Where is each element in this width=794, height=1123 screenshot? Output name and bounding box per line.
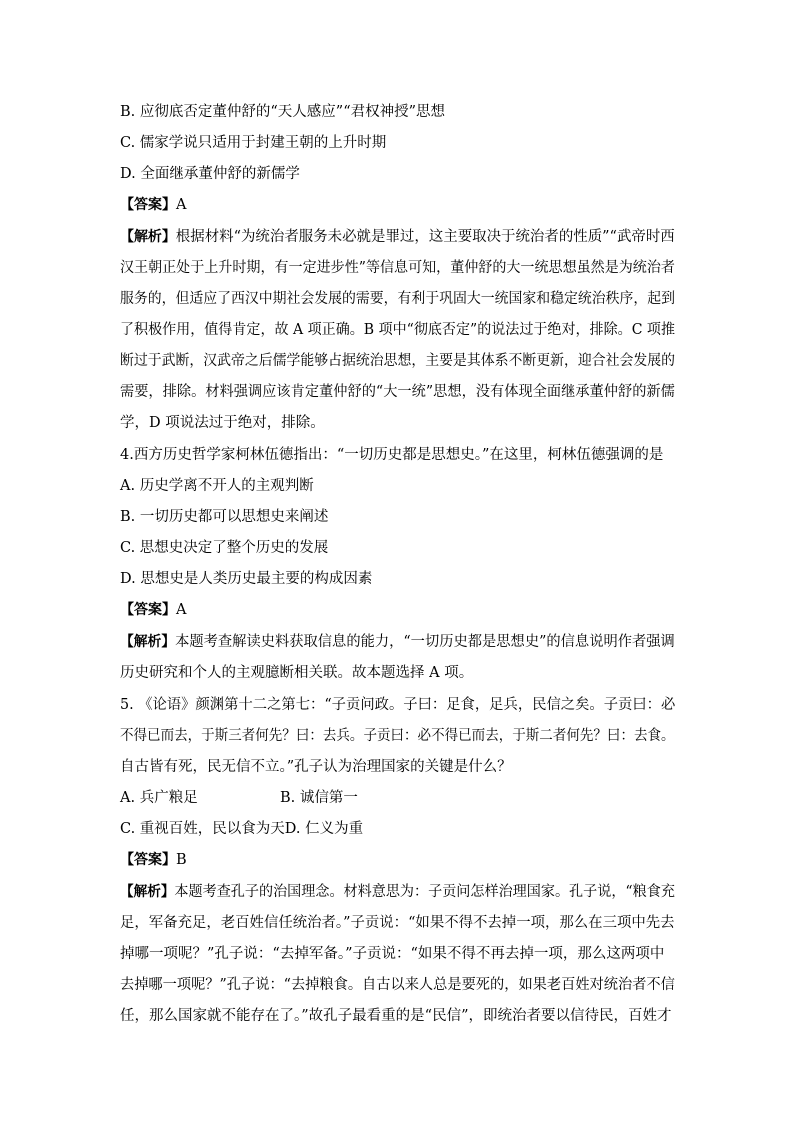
q5-option-c: C. 重视百姓，民以食为天 [120, 821, 285, 837]
analysis-text: 本题考查解读史料获取信息的能力，“一切历史都是思想史”的信息说明作者强调 [175, 634, 675, 650]
q5-answer [120, 850, 187, 870]
q4-option-c: C. 思想史决定了整个历史的发展 [120, 540, 329, 556]
q5-analysis-line [120, 882, 675, 902]
q3-answer [120, 195, 186, 215]
q5-options-row-1 [120, 788, 358, 808]
q5-analysis-line: 任，那么国家就不能存在了。”故孔子最看重的是“民信”，即统治者要以信待民，百姓才 [120, 1008, 672, 1024]
answer-value: A [176, 197, 187, 213]
analysis-label: 【解析】 [120, 884, 175, 900]
q5-option-a: A. 兵广粮足 [120, 790, 198, 806]
q4-option-b: B. 一切历史都可以思想史来阐述 [120, 509, 329, 525]
q3-analysis-line: 了积极作用，值得肯定，故 A 项正确。B 项中“彻底否定”的说法过于绝对，排除。C 项推 [120, 322, 675, 338]
q3-option-b: B. 应彻底否定董仲舒的“天人感应”“君权神授”思想 [120, 104, 446, 120]
answer-value: A [176, 602, 187, 618]
q3-analysis-line: 学，D 项说法过于绝对，排除。 [120, 415, 325, 431]
q3-option-c: C. 儒家学说只适用于封建王朝的上升时期 [120, 135, 387, 151]
answer-value: B [176, 852, 187, 868]
answer-label: 【答案】 [120, 602, 176, 618]
q5-option-b: B. 诚信第一 [280, 790, 358, 806]
analysis-text: 根据材料“为统治者服务未必就是罪过，这主要取决于统治者的性质”“武帝时西 [175, 229, 675, 245]
q5-analysis-line: 足，军备充足，老百姓信任统治者。”子贡说：“如果不得不去掉一项，那么在三项中先去 [120, 915, 675, 931]
answer-label: 【答案】 [120, 197, 176, 213]
analysis-label: 【解析】 [120, 634, 176, 650]
q4-option-d: D. 思想史是人类历史最主要的构成因素 [120, 571, 373, 587]
q4-analysis-line [120, 632, 675, 652]
q4-stem: 4.西方历史哲学家柯林伍德指出：“一切历史都是思想史。”在这里，柯林伍德强调的是 [120, 447, 664, 463]
q3-analysis-line: 需要，排除。材料强调应该肯定董仲舒的“大一统”思想，没有体现全面继承董仲舒的新儒 [120, 384, 675, 400]
q4-option-a: A. 历史学离不开人的主观判断 [120, 478, 314, 494]
q5-stem-line: 5. 《论语》颜渊第十二之第七：“子贡问政。子曰：足食，足兵，民信之矣。子贡曰：必 [120, 697, 676, 713]
q4-analysis-line: 历史研究和个人的主观臆断相关联。故本题选择 A 项。 [120, 665, 474, 681]
q5-stem-line: 不得已而去，于斯三者何先？曰：去兵。子贡曰：必不得已而去，于斯二者何先？曰：去食。 [120, 728, 675, 744]
q5-analysis-line: 掉哪一项呢？”孔子说：“去掉军备。”子贡说：“如果不得不再去掉一项，那么这两项中 [120, 946, 665, 962]
q5-option-d: D. 仁义为重 [284, 821, 364, 837]
q5-analysis-line: 去掉哪一项呢？”孔子说：“去掉粮食。自古以来人总是要死的，如果老百姓对统治者不信 [120, 977, 675, 993]
answer-label: 【答案】 [120, 852, 176, 868]
q4-answer [120, 600, 186, 620]
q5-options-row-2 [120, 819, 363, 839]
q3-analysis-line: 断过于武断，汉武帝之后儒学能够占据统治思想，主要是其体系不断更新，迎合社会发展的 [120, 353, 676, 369]
q3-option-d: D. 全面继承董仲舒的新儒学 [120, 166, 300, 182]
q3-analysis-line: 服务的，但适应了西汉中期社会发展的需要，有利于巩固大一统国家和稳定统治秩序，起到 [120, 291, 676, 307]
analysis-label: 【解析】 [120, 229, 176, 245]
analysis-text: 本题考查孔子的治国理念。材料意思为：子贡问怎样治理国家。孔子说，“粮食充 [174, 884, 675, 900]
q5-stem-line: 自古皆有死，民无信不立。”孔子认为治理国家的关键是什么？ [120, 759, 512, 775]
q3-analysis-line [120, 227, 675, 247]
q3-analysis-line: 汉王朝正处于上升时期，有一定进步性”等信息可知，董仲舒的大一统思想虽然是为统治者 [120, 260, 675, 276]
